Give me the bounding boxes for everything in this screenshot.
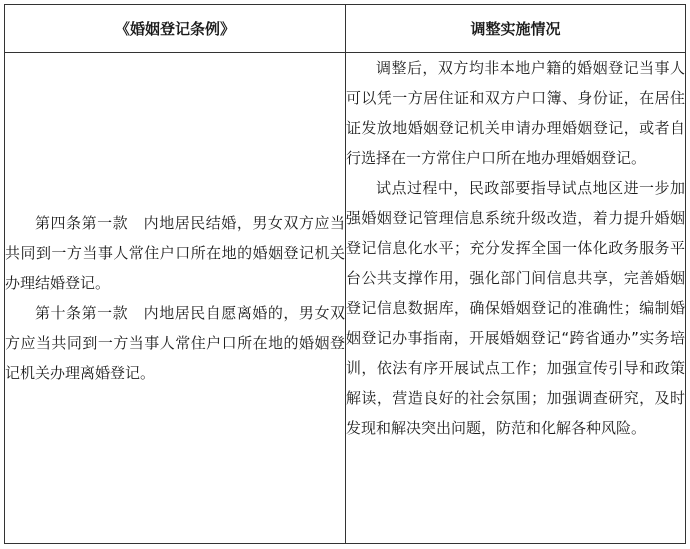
adjustment-cell xyxy=(346,53,686,544)
header-adjustment: 调整实施情况 xyxy=(346,5,686,53)
adjustment-paragraph: 调整后，双方均非本地户籍的婚姻登记当事人可以凭一方居住证和双方户口簿、身份证，在居住证发放地婚姻登记机关申请办理婚姻登记，或者自行选择在一方常住户口所在地办理婚姻登记。 xyxy=(346,59,685,167)
content-row xyxy=(5,53,686,544)
header-regulation: 《婚姻登记条例》 xyxy=(5,5,346,53)
header-row xyxy=(5,5,686,53)
regulation-cell xyxy=(5,53,346,544)
article-4-paragraph: 第四条第一款 内地居民结婚，男女双方应当共同到一方当事人常住户口所在地的婚姻登记机关办理结婚登记。 xyxy=(5,214,345,292)
article-10-paragraph: 第十条第一款 内地居民自愿离婚的，男女双方应当共同到一方当事人常住户口所在地的婚姻登记机关办理离婚登记。 xyxy=(5,304,345,382)
comparison-table xyxy=(4,4,686,544)
pilot-paragraph: 试点过程中，民政部要指导试点地区进一步加强婚姻登记管理信息系统升级改造，着力提升婚姻登记信息化水平；充分发挥全国一体化政务服务平台公共支撑作用，强化部门间信息共享，完善婚姻登记信息数据库，确保婚姻登记的准确性；编制婚姻登记办事指南，开展婚姻登记“跨省通办”实务培训，依法有序开展试点工作；加强宣传引导和政策解读，营造良好的社会氛围；加强调查研究，及时发现和解决突出问题，防范和化解各种风险。 xyxy=(346,179,685,437)
